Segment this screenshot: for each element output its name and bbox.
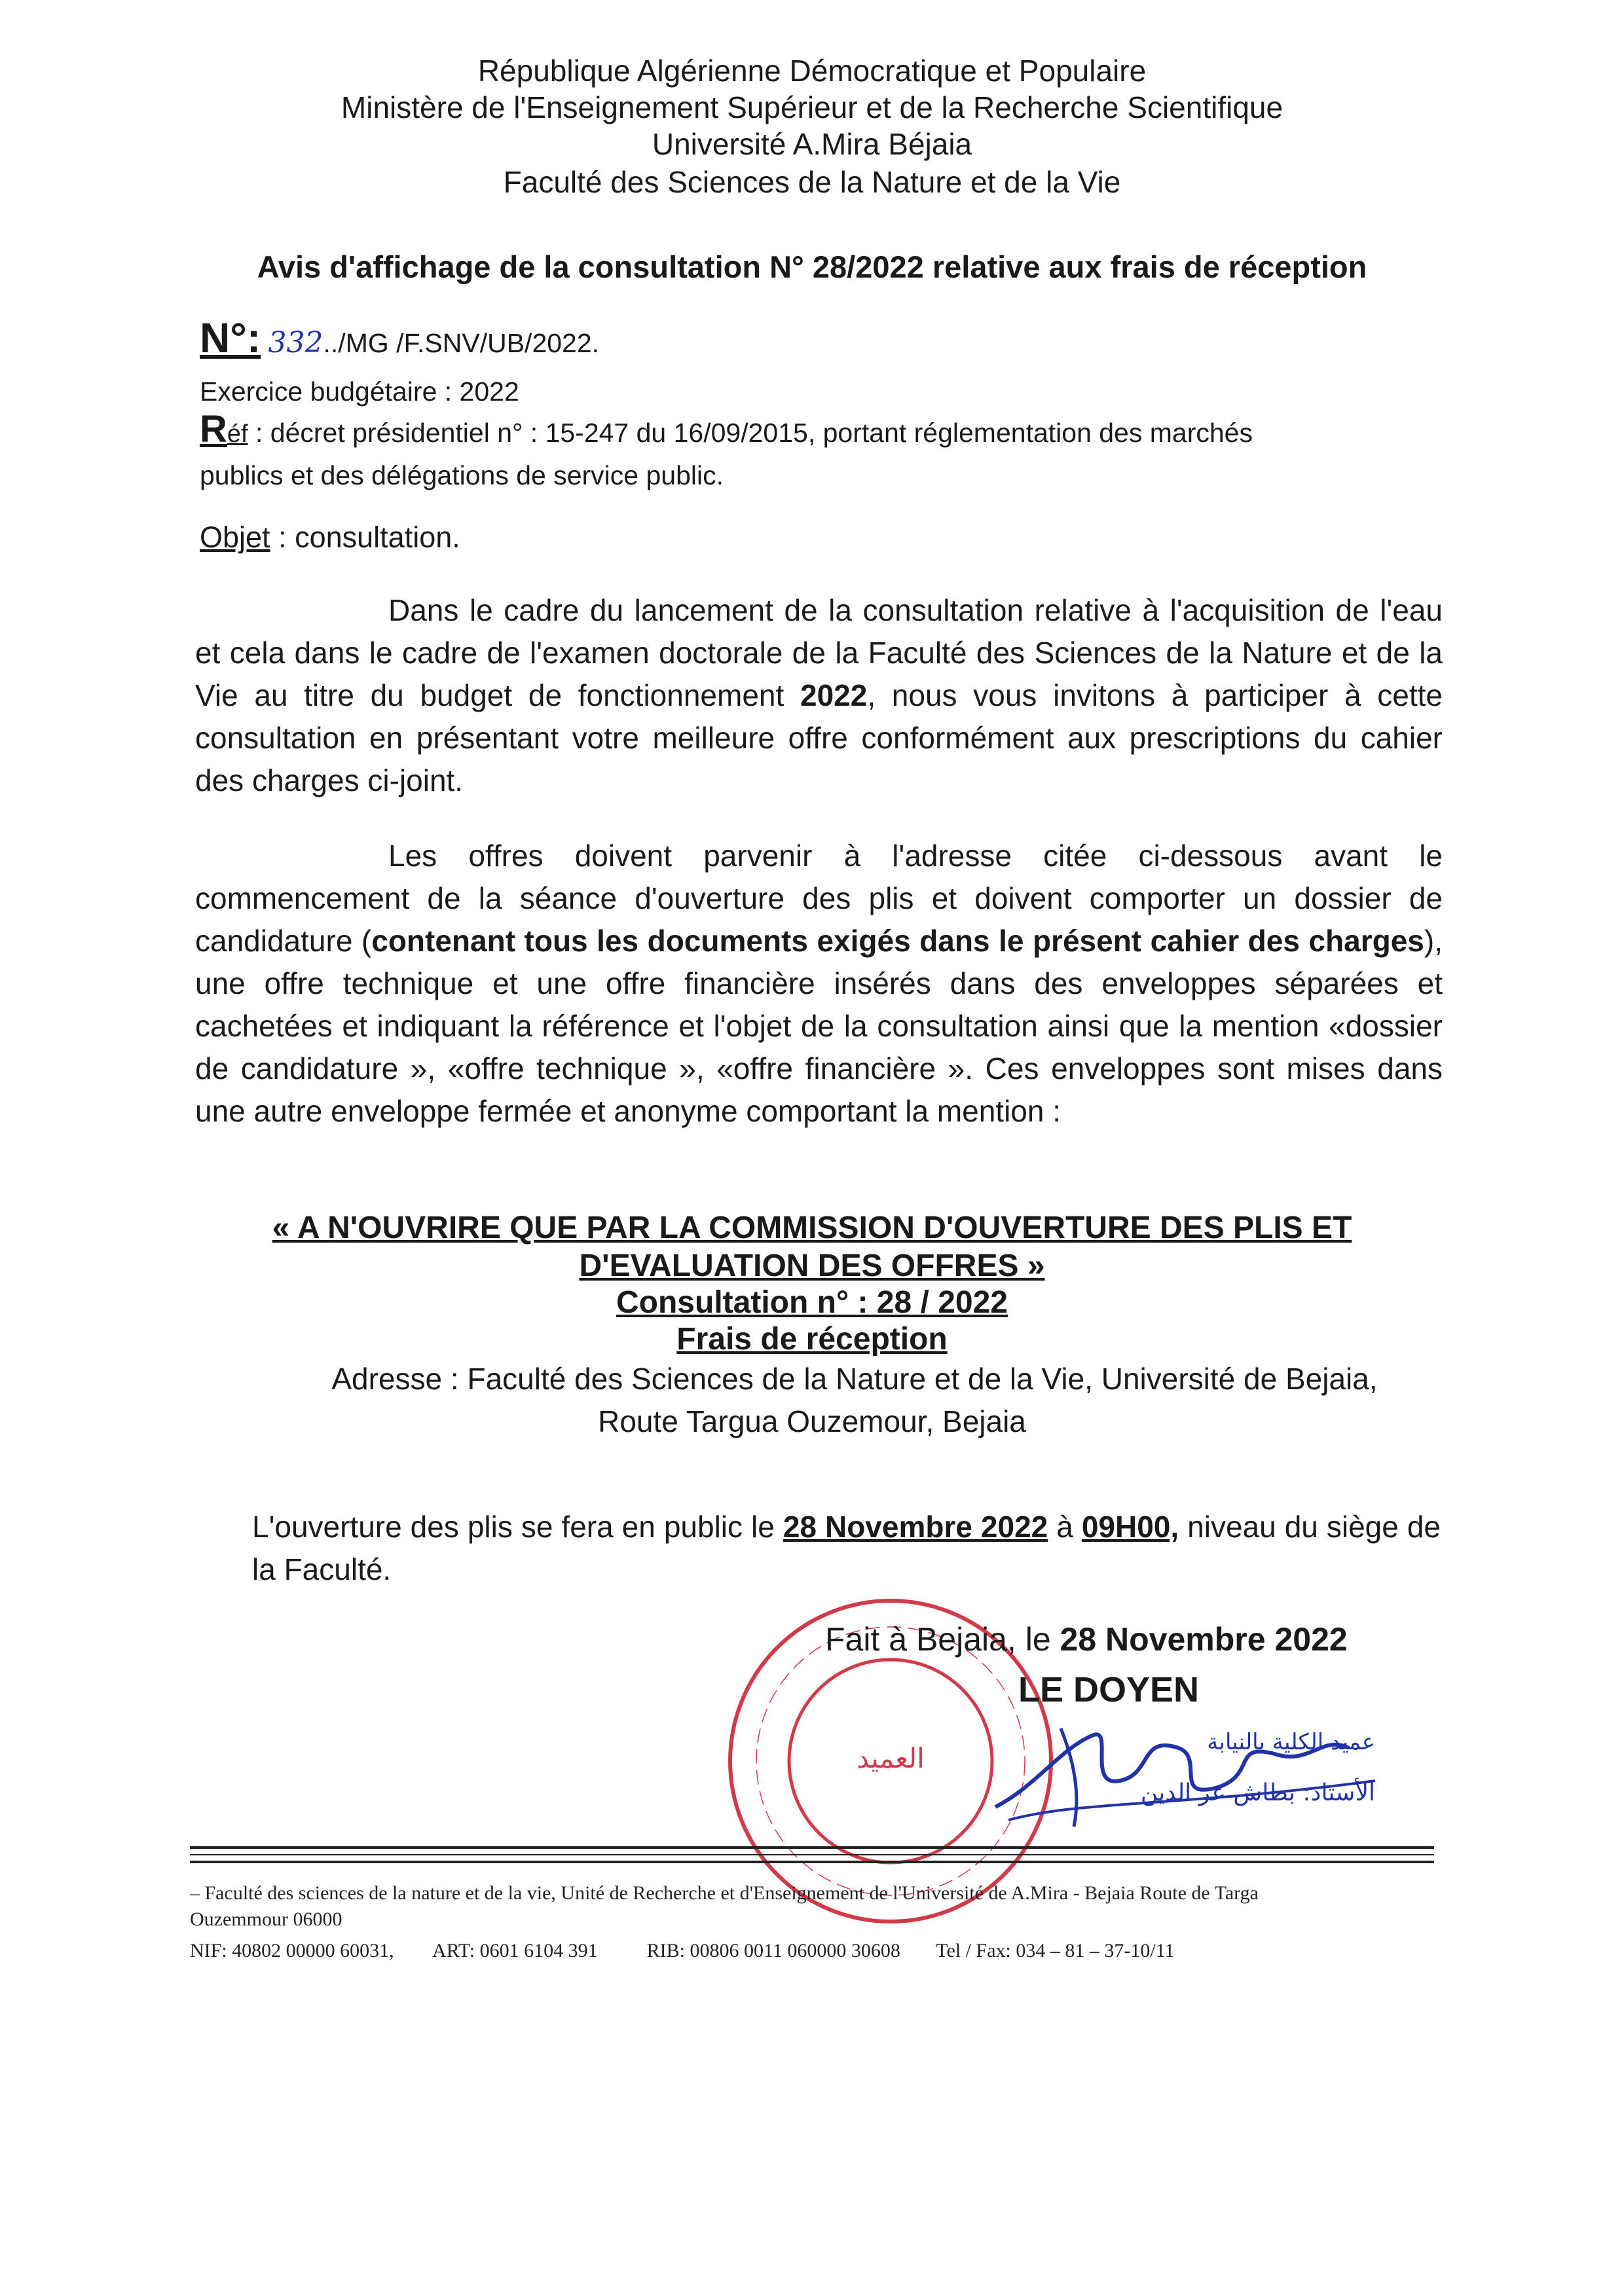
para2-text-b: ), une offre technique et une offre financière insérés dans des enveloppes séparées et cachetées et indiquant la référence et l'objet de la consultation ainsi que la mention «dossier de candidature », «offre technique », «offre financière ». Ces enveloppes sont mises dans une autre enveloppe fermée et anonyme comportant la mention : [195,924,1443,1128]
ref-label-small: éf [227,420,248,448]
opening-paragraph [252,1506,1441,1591]
reference-line-2: publics et des délégations de service public. [200,460,724,490]
objet-line [200,520,460,555]
footer-rule-bottom [190,1861,1434,1863]
reference-line-1 [200,408,1253,451]
mention-line-2: D'EVALUATION DES OFFRES » [579,1248,1045,1283]
reference-number [200,314,600,361]
footer-tel: Tel / Fax: 034 – 81 – 37-10/11 [936,1940,1175,1961]
header-line-1: République Algérienne Démocratique et Populaire [477,54,1147,88]
footer-nif: NIF: 40802 00000 60031, [190,1940,394,1961]
header-line-4: Faculté des Sciences de la Nature et de la Vie [503,165,1121,199]
opening-time: 09H00, [1081,1510,1179,1544]
para2-bold: contenant tous les documents exigés dans le présent cahier des charges [371,924,1424,958]
footer-line-1: – Faculté des sciences de la nature et de la vie, Unité de Recherche et d'Enseignement de l'Université de A.Mira - Bejaia Route de Targa [190,1882,1259,1904]
footer-rib: RIB: 00806 0011 060000 30608 [646,1940,900,1961]
objet-label: Objet [200,520,270,554]
exercice-budgetaire: Exercice budgétaire : 2022 [200,376,519,407]
footer-line-2: Ouzemmour 06000 [190,1908,342,1930]
header-line-3: Université A.Mira Béjaia [652,127,972,161]
para1-text-b: , nous vous invitons à participer à cette consultation en présentant votre meilleure offre conformément aux prescriptions du cahier des charges ci-joint. [195,678,1443,797]
signature-arabic-title: عميد الكلية بالنيابة [1207,1729,1375,1755]
objet-text: : consultation. [278,520,460,554]
opening-date: 28 Novembre 2022 [783,1510,1048,1544]
footer-rule-middle [190,1854,1434,1855]
signature-place: Fait à Bejaia, le [825,1621,1060,1658]
para2-text-a: Les offres doivent parvenir à l'adresse citée ci-dessous avant le commencement de la séance d'ouverture des plis et doivent comporter un dossier de candidature ( [195,839,1443,958]
footer-art: ART: 0601 6104 391 [432,1940,598,1961]
signature-arabic-name: الأستاذ: بطاش عز الدين [1140,1779,1375,1806]
mention-line-1: « A N'OUVRIRE QUE PAR LA COMMISSION D'OUVERTURE DES PLIS ET [272,1211,1352,1245]
handwritten-signature [982,1709,1388,1840]
paragraph-1 [195,589,1443,802]
signature-date: 28 Novembre 2022 [1060,1621,1348,1658]
signature-role: LE DOYEN [1018,1670,1200,1709]
signature-place-date [825,1620,1348,1658]
mention-line-3: Consultation n° : 28 / 2022 [616,1285,1008,1320]
address-line-1: Adresse : Faculté des Sciences de la Nature et de la Vie, Université de Bejaia, [331,1362,1378,1396]
number-suffix: ../MG /F.SNV/UB/2022. [323,328,600,358]
number-label: N°: [200,314,261,361]
paragraph-2 [195,835,1443,1133]
mention-line-4: Frais de réception [676,1322,948,1357]
footer-ids [190,1938,1434,1964]
footer-rule-top [190,1846,1434,1849]
opening-text-b: à [1048,1510,1082,1544]
header-line-2: Ministère de l'Enseignement Supérieur et de la Recherche Scientifique [341,90,1283,124]
para1-text-a: Dans le cadre du lancement de la consultation relative à l'acquisition de l'eau et cela dans le cadre de l'examen doctorale de la Faculté des Sciences de la Nature et de la Vie au titre du budget de fonctionnement [195,593,1443,712]
ref-text-1: : décret présidentiel n° : 15-247 du 16/09/2015, portant réglementation des marchés [255,418,1253,448]
handwritten-number: 332 [268,326,323,359]
document-title: Avis d'affichage de la consultation N° 28/2022 relative aux frais de réception [257,249,1367,284]
ref-label: R [200,408,227,450]
opening-text-a: L'ouverture des plis se fera en public le [252,1510,783,1544]
stamp-text: العميد [857,1742,925,1774]
opening-text-c: niveau du siège de la Faculté. [252,1510,1441,1586]
address-line-2: Route Targua Ouzemour, Bejaia [598,1404,1026,1438]
para1-year: 2022 [800,678,868,712]
